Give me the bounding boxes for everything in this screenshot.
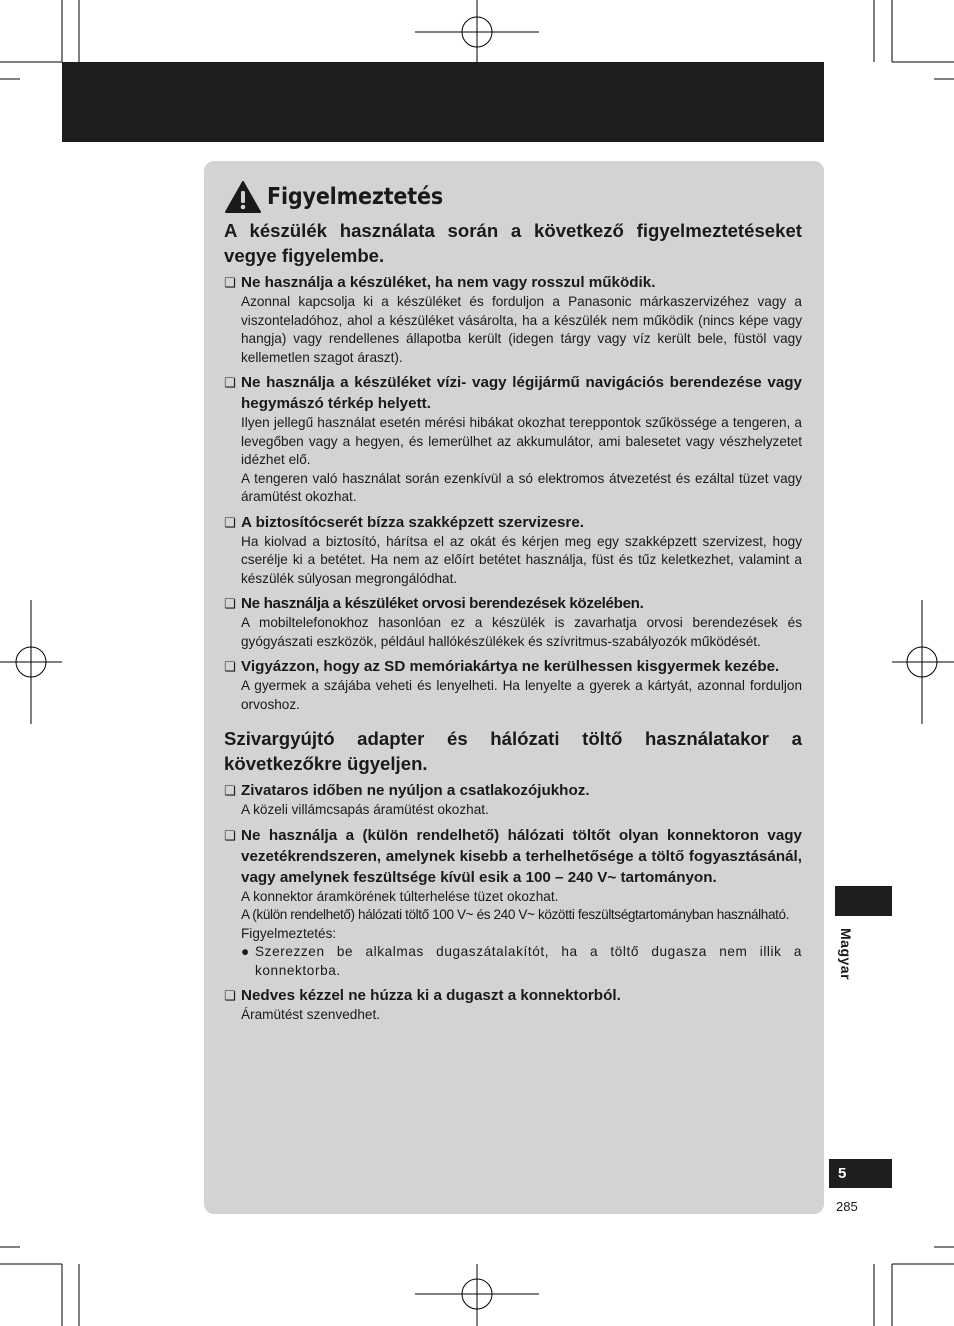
section-2-item [224,780,802,820]
item-text: A tengeren való használat során ezenkívül a só elektromos átvezetést és ezáltal tüzet vagy áramütést okozhat. [241,470,802,504]
item-text: A konnektor áramkörének túlterhelése tüzet okozhat. [241,888,559,904]
checkbox-icon: ❏ [224,783,236,798]
checkbox-icon: ❏ [224,659,236,674]
item-title: Vigyázzon, hogy az SD memóriakártya ne kerülhessen kisgyermek kezébe. [241,658,780,675]
section-1-item [224,272,802,367]
item-text: Figyelmeztetés: [241,925,337,941]
item-title: A biztosítócserét bízza szakképzett szervizesre. [241,513,584,531]
item-title: Nedves kézzel ne húzza ki a dugaszt a konnektorból. [241,987,621,1004]
item-text: A (külön rendelhető) hálózati töltő 100 V~ és 240 V~ közötti feszültségtartományban használható. [241,907,790,922]
section-1-item [224,656,802,714]
bullet-item [224,943,802,980]
section-1-item [224,372,802,507]
section-1-item [224,593,802,651]
checkbox-icon: ❏ [224,988,236,1003]
bullet-text: Szerezzen be alkalmas dugaszátalakítót, ha a töltő dugasza nem illik a konnektorba. [255,944,802,978]
item-text: A mobiltelefonokhoz hasonlóan ez a készülék is zavarhatja orvosi berendezések és gyógyászati eszközök, például hallókészülékek és szívritmus-szabályozók működését. [241,615,802,649]
checkbox-icon: ❏ [224,275,236,290]
item-text: Áramütést szenvedhet. [241,1007,381,1022]
section-1-item [224,512,802,589]
item-text: A gyermek a szájába veheti és lenyelheti. Ha lenyelte a gyerek a kártyát, azonnal forduljon orvoshoz. [241,678,802,712]
section-number: 5 [838,1165,847,1182]
checkbox-icon: ❏ [224,514,236,530]
item-text: Azonnal kapcsolja ki a készüléket és forduljon a Panasonic márkaszervizéhez vagy a viszonteladóhoz, ahol a készüléket vásárolta, ha a készülék nem működik (nincs képe vagy hangja) vagy rendellenes állapotba került (idegen tárgy vagy víz került bele, füstöl vagy kellemetlen szagot áraszt). [241,294,802,365]
item-title: Ne használja a készüléket vízi- vagy légijármű navigációs berendezése vagy hegymászó térkép helyett. [241,374,802,412]
warning-content [224,180,802,1030]
section-2-item [224,825,802,981]
section-2-item [224,985,802,1025]
bullet-icon: ● [241,944,250,959]
page-number: 285 [836,1199,858,1214]
warning-title-text: Figyelmeztetés [267,184,444,210]
side-tab [835,886,892,916]
section-number-tab [829,1159,892,1188]
item-text: Ilyen jellegű használat esetén mérési hibákat okozhat tereppontok szűkössége a tengeren, a levegőben vagy a hegyen, és lemerülhet az akkumulátor, ami balesetet vagy vészhelyzetet idézhet elő. [241,415,802,467]
section-2-heading: Szivargyújtó adapter és hálózati töltő használatakor a következőkre ügyeljen. [224,728,802,774]
item-text: Ha kiolvad a biztosító, hárítsa el az okát és kérjen meg egy szakképzett szervizest, hogy cserélje ki a betétet. Ha nem az előírt betétet használja, füst és tűz keletkezhet, valamint a készülék súlyosan megrongálódhat. [241,533,802,586]
checkbox-icon: ❏ [224,375,236,390]
item-title: Ne használja a (külön rendelhető) hálózati töltőt olyan konnektoron vagy vezetékrendszeren, amelynek kisebb a terhelhetősége a töltő fogyasztásánál, vagy amelynek feszültsége kívül esik a 100 – 240 V~ tartományon. [241,826,802,886]
section-1-heading: A készülék használata során a következő figyelmeztetéseket vegye figyelembe. [224,220,802,266]
language-label: Magyar [838,928,854,981]
checkbox-icon: ❏ [224,827,236,843]
item-title: Ne használja a készüléket orvosi berendezések közelében. [241,595,644,612]
warning-triangle-icon [224,180,262,214]
item-title: Ne használja a készüléket, ha nem vagy rosszul működik. [241,274,656,291]
item-text: A közeli villámcsapás áramütést okozhat. [241,802,489,817]
item-title: Zivataros időben ne nyúljon a csatlakozójukhoz. [241,782,590,799]
warning-title [224,180,802,214]
header-bar [62,62,824,142]
checkbox-icon: ❏ [224,596,236,611]
